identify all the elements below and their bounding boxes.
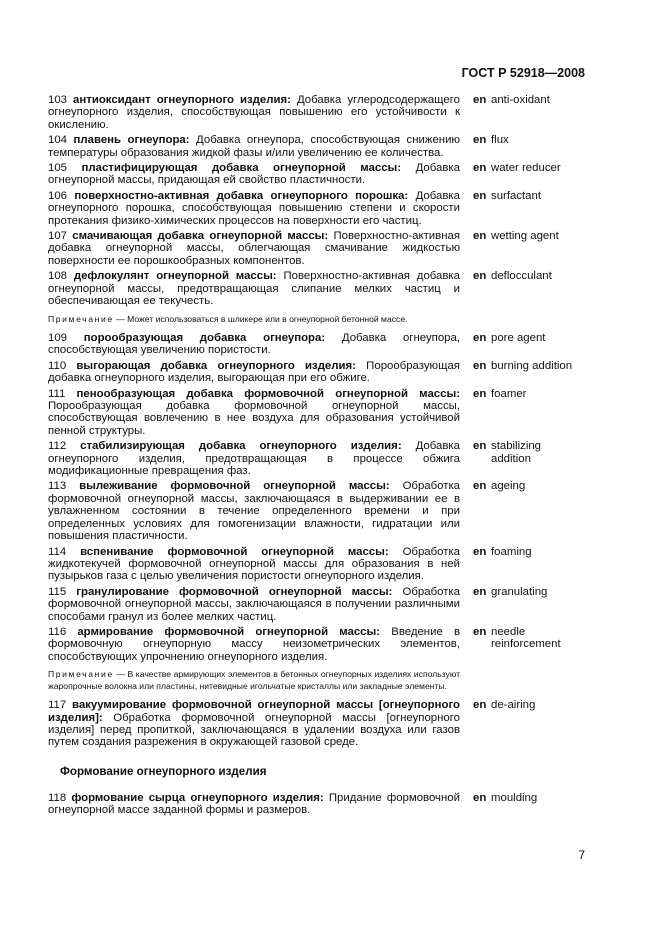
term-definition xyxy=(48,480,460,542)
term-entry xyxy=(48,440,588,477)
english-equivalent xyxy=(473,270,583,307)
term-definition xyxy=(48,440,460,477)
term-number: 118 xyxy=(48,791,67,804)
lang-code: en xyxy=(473,134,487,147)
term-definition xyxy=(48,332,460,357)
term-number: 111 xyxy=(48,387,66,400)
term-definition xyxy=(48,134,460,159)
lang-code: en xyxy=(473,332,487,344)
term-name: выгорающая добавка огнеупорного изделия: xyxy=(76,359,356,372)
term-text: Добавка огнеупорной массы, придающая ей свойство пластичности. xyxy=(48,162,460,187)
term-entry xyxy=(48,94,588,131)
term-number: 114 xyxy=(48,545,67,558)
english-equivalent xyxy=(473,190,583,227)
english-equivalent xyxy=(473,586,583,623)
lang-code: en xyxy=(473,189,487,202)
lang-code: en xyxy=(473,585,487,598)
term-definition xyxy=(48,190,460,227)
term-name: формование сырца огнеупорного изделия: xyxy=(71,791,324,804)
term-text: Обработка формовочной огнеупорной массы [огнеупорного изделия] перед пропиткой, заключающаяся в удалении воздуха или газов путем создания разрежения в окружающей газовой среде. xyxy=(48,711,461,749)
term-definition xyxy=(48,792,460,817)
term-definition xyxy=(48,230,460,267)
term-definition xyxy=(48,388,460,438)
term-definition xyxy=(48,699,460,749)
lang-code: en xyxy=(473,359,487,372)
term-definition xyxy=(48,270,460,307)
english-term: foaming xyxy=(491,545,532,558)
english-term: wetting agent xyxy=(491,230,559,243)
term-text: Придание формовочной огнеупорной массе заданной формы и размеров. xyxy=(48,791,460,817)
english-term: foamer xyxy=(491,387,527,400)
term-text: Введение в формовочную огнеупорную массу неизометрических элементов, способствующих упрочнению огнеупорного изделия. xyxy=(48,625,461,663)
term-entry xyxy=(48,360,588,385)
note-1 xyxy=(48,314,460,326)
term-name: вспенивание формовочной огнеупорной массы: xyxy=(80,545,389,558)
term-text: Обработка формовочной огнеупорной массы, заключающаяся в выдерживании ее в увлажненном состоянии в течение определенного времени и при определенных условиях для гомогенизации влажности, гидратации или повышения пластичности. xyxy=(48,480,461,543)
entries-group-d xyxy=(48,792,588,817)
english-equivalent xyxy=(473,440,583,477)
term-name: гранулирование формовочной огнеупорной массы: xyxy=(76,585,393,598)
note-label: Примечание xyxy=(48,669,114,680)
term-text: Добавка огнеупорного порошка, способствующая повышению степени и скорости протекания физико-химических процессов на поверхности его частиц. xyxy=(48,189,460,227)
entries-group-a xyxy=(48,94,588,308)
lang-code: en xyxy=(473,699,487,712)
section-title: Формование огнеупорного изделия xyxy=(60,764,267,778)
term-text: Обработка жидкотекучей формовочной огнеупорной массы для образования в ней пузырьков газа с целью увеличения пористости огнеупорного изделия. xyxy=(48,545,461,583)
term-name: вакуумирование формовочной огнеупорной массы [огнеупорного изделия]: xyxy=(48,699,460,724)
english-equivalent xyxy=(473,360,583,385)
term-number: 113 xyxy=(48,480,67,493)
term-entry xyxy=(48,626,588,663)
english-term: flux xyxy=(491,134,509,147)
lang-code: en xyxy=(473,440,487,453)
lang-code: en xyxy=(473,480,487,493)
page-header: ГОСТ Р 52918—2008 xyxy=(461,66,585,80)
term-entry xyxy=(48,388,588,438)
term-text: Добавка углеродсодержащего огнеупорного изделия, способствующая повышению его устойчивости к окислению. xyxy=(48,94,460,131)
english-equivalent xyxy=(473,332,583,357)
term-text: Поверхностно-активная добавка огнеупорной массы, предотвращающая слипание мелких частиц и обеспечивающая ее текучесть. xyxy=(48,270,461,308)
english-equivalent xyxy=(473,626,583,663)
term-entry xyxy=(48,699,588,749)
english-term: water reducer xyxy=(491,162,561,175)
term-entry xyxy=(48,480,588,542)
term-definition xyxy=(48,94,460,131)
term-name: армирование формовочной огнеупорной массы: xyxy=(77,625,381,638)
term-entry xyxy=(48,190,588,227)
term-name: порообразующая добавка огнеупора: xyxy=(83,332,326,344)
lang-code: en xyxy=(473,625,487,638)
english-equivalent xyxy=(473,230,583,267)
term-number: 115 xyxy=(48,585,67,598)
lang-code: en xyxy=(473,791,487,804)
english-equivalent xyxy=(473,699,583,749)
term-text: Добавка огнеупорного изделия, предотвращающая в процессе обжига модификационные превращения фаз. xyxy=(48,440,460,478)
term-text: Порообразующая добавка формовочной огнеупорной массы, способствующая вовлечению в нее воздуха для образования устойчивой пенной структуры. xyxy=(48,400,460,437)
term-definition xyxy=(48,626,460,663)
term-name: антиоксидант огнеупорного изделия: xyxy=(73,94,291,106)
note-text: — В качестве армирующих элементов в бетонных огнеупорных изделиях используют жаропрочные волокна или пластины, нитевидные игольчатые кристаллы или закладные элементы. xyxy=(48,669,461,691)
term-name: стабилизирующая добавка огнеупорного изделия: xyxy=(80,440,402,453)
english-term: moulding xyxy=(491,791,538,804)
term-name: поверхностно-активная добавка огнеупорного порошка: xyxy=(74,189,409,202)
term-number: 106 xyxy=(48,189,68,202)
term-definition xyxy=(48,360,460,385)
english-equivalent xyxy=(473,162,583,187)
english-term: granulating xyxy=(491,585,548,598)
term-name: пенообразующая добавка формовочной огнеупорной массы: xyxy=(76,387,460,400)
term-definition xyxy=(48,546,460,583)
term-number: 109 xyxy=(48,332,68,344)
english-equivalent xyxy=(473,94,583,131)
terms-content xyxy=(48,94,588,820)
term-name: вылеживание формовочной огнеупорной массы: xyxy=(79,480,390,493)
english-term: ageing xyxy=(491,480,526,493)
term-number: 110 xyxy=(48,359,67,372)
english-equivalent xyxy=(473,480,583,542)
page-number: 7 xyxy=(578,848,585,862)
term-number: 107 xyxy=(48,230,68,243)
term-number: 116 xyxy=(48,625,67,638)
term-entry xyxy=(48,270,588,307)
term-name: пластифицирующая добавка огнеупорной массы: xyxy=(81,162,402,175)
english-term: needle reinforcement xyxy=(491,625,561,651)
english-term: anti-oxidant xyxy=(491,94,550,106)
entries-group-b xyxy=(48,332,588,663)
term-text: Поверхностно-активная добавка огнеупорной массы, облегчающая смачивание жидкостью поверхности ее порошкообразных компонентов. xyxy=(48,230,460,267)
note-2 xyxy=(48,669,460,692)
english-equivalent xyxy=(473,134,583,159)
term-number: 112 xyxy=(48,440,67,453)
lang-code: en xyxy=(473,545,487,558)
term-name: плавень огнеупора: xyxy=(73,134,190,147)
term-definition xyxy=(48,162,460,187)
lang-code: en xyxy=(473,270,487,283)
note-text: — Может использоваться в шликере или в огнеупорной бетонной массе. xyxy=(116,313,408,324)
term-entry xyxy=(48,586,588,623)
lang-code: en xyxy=(473,94,487,106)
term-number: 108 xyxy=(48,270,68,283)
term-number: 105 xyxy=(48,162,68,175)
entries-group-c xyxy=(48,699,588,749)
term-entry xyxy=(48,332,588,357)
english-term: surfactant xyxy=(491,189,542,202)
english-term: deflocculant xyxy=(491,270,552,283)
term-text: Добавка огнеупора, способствующая снижению температуры образования жидкой фазы и/или увеличению ее количества. xyxy=(48,134,460,159)
note-label: Примечание xyxy=(48,313,114,324)
term-entry xyxy=(48,134,588,159)
english-equivalent xyxy=(473,546,583,583)
english-term: pore agent xyxy=(491,332,546,344)
term-name: смачивающая добавка огнеупорной массы: xyxy=(72,230,329,243)
term-definition xyxy=(48,586,460,623)
english-term: burning addition xyxy=(491,359,573,372)
term-entry xyxy=(48,230,588,267)
term-number: 104 xyxy=(48,134,68,147)
english-equivalent xyxy=(473,388,583,438)
lang-code: en xyxy=(473,230,487,243)
term-entry xyxy=(48,162,588,187)
lang-code: en xyxy=(473,162,487,175)
term-text: Порообразующая добавка огнеупорного изделия, выгорающая при его обжиге. xyxy=(48,359,460,385)
term-entry xyxy=(48,546,588,583)
english-equivalent xyxy=(473,792,583,817)
english-term: de-airing xyxy=(491,699,536,712)
term-entry xyxy=(48,792,588,817)
term-number: 103 xyxy=(48,94,68,106)
english-term: stabilizing addition xyxy=(491,440,542,465)
term-name: дефлокулянт огнеупорной массы: xyxy=(73,270,277,283)
lang-code: en xyxy=(473,387,487,400)
term-text: Обработка формовочной огнеупорной массы, заключающаяся в получении различными способами гранул из более мелких частиц. xyxy=(48,585,460,623)
term-number: 117 xyxy=(48,699,67,712)
term-text: Добавка огнеупора, способствующая увеличению пористости. xyxy=(48,332,460,357)
